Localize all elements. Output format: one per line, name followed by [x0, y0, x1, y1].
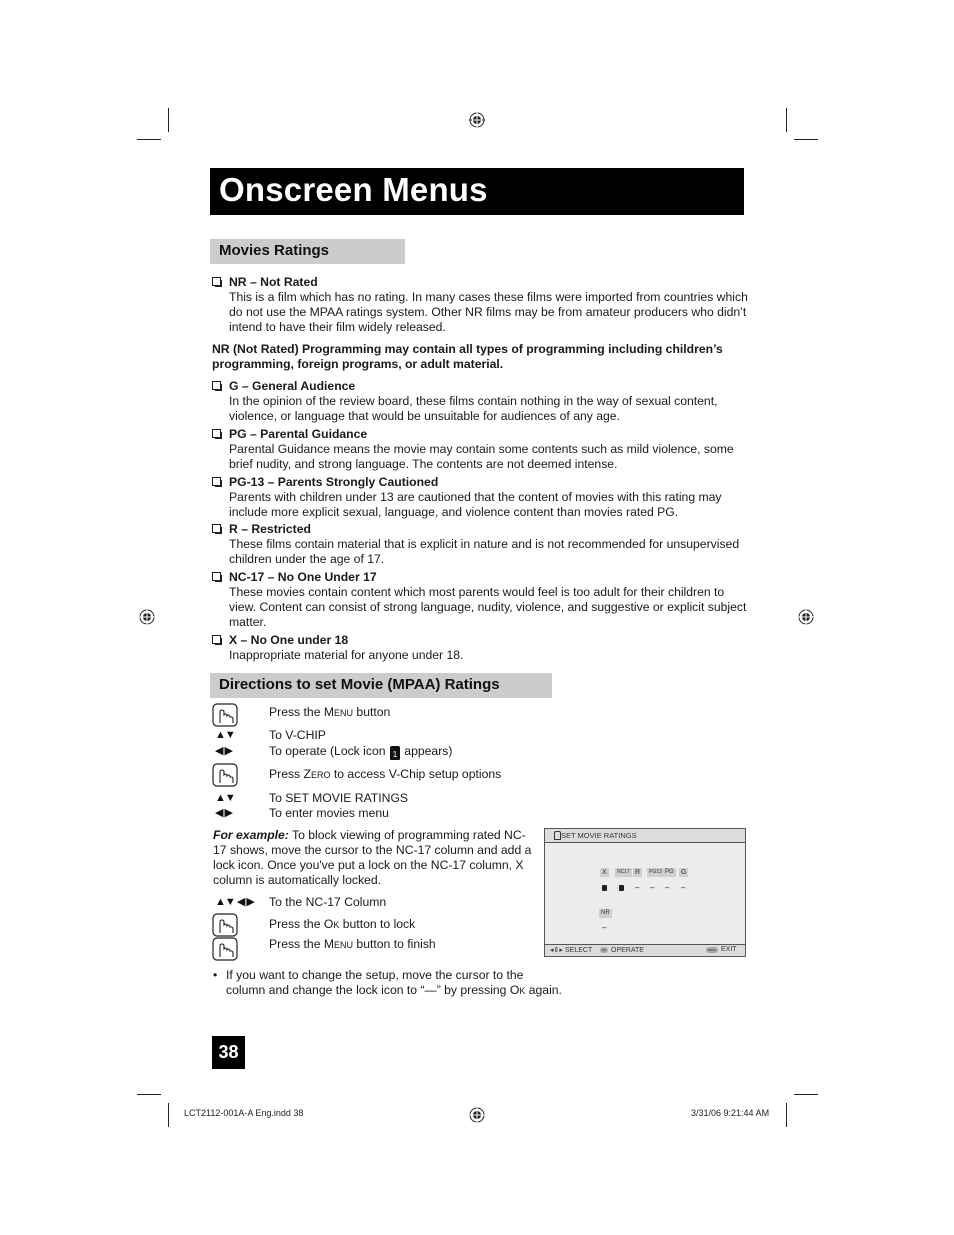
- checkbox-bullet-icon: [212, 524, 221, 533]
- crop-mark: [168, 1103, 169, 1127]
- registration-mark-icon: [469, 1107, 485, 1123]
- step-to-operate: To operate (Lock icon 1 appears): [269, 744, 453, 759]
- rating-cell-r: R: [635, 869, 641, 876]
- section-heading-directions: Directions to set Movie (MPAA) Ratings: [210, 673, 552, 698]
- left-right-arrow-icon: ◀ ▶: [215, 807, 232, 819]
- example-paragraph: For example: To block viewing of programming rated NC-17 shows, move the cursor to the NC-17 column and add a lock icon. Once you've put a lock on the NC-17 column, X column is automatically locked.: [213, 828, 532, 887]
- direction-arrows-icon: ◂⇕▸: [550, 947, 563, 954]
- left-right-arrow-icon: ◀ ▶: [215, 745, 232, 757]
- rating-item-r: R – Restricted These films contain material that is explicit in nature and is not recommended for unsupervised children under the age of 17.: [212, 522, 752, 567]
- rating-cell-pg: PG: [665, 869, 674, 875]
- checkbox-bullet-icon: [212, 477, 221, 486]
- step-press-menu-finish: Press the Menu button to finish: [269, 937, 436, 951]
- up-down-arrow-icon: ▲▼: [215, 792, 235, 804]
- checkbox-bullet-icon: [212, 572, 221, 581]
- rating-item-nc17: NC-17 – No One Under 17 These movies contain content which most parents would feel is too adult for their children to view. Content can consist of strong language, nudity, violence, and suggestive or explicit subject matter.: [212, 570, 752, 630]
- press-hand-icon: [212, 703, 238, 727]
- step-press-zero: Press Zero to access V-Chip setup options: [269, 767, 502, 781]
- step-to-vchip: To V-CHIP: [269, 728, 326, 742]
- registration-mark-icon: [798, 609, 814, 625]
- section-heading-movies-ratings: Movies Ratings: [210, 239, 405, 264]
- page-title-bar: [210, 168, 744, 215]
- press-hand-icon: [212, 763, 238, 787]
- rating-item-x: X – No One under 18 Inappropriate material for anyone under 18.: [212, 633, 752, 663]
- rating-cell-x: X: [602, 869, 607, 876]
- page-number: 38: [212, 1036, 245, 1069]
- rating-cell-nc17: NC17: [617, 869, 630, 875]
- step-press-ok: Press the Ok button to lock: [269, 917, 416, 931]
- rating-item-pg: PG – Parental Guidance Parental Guidance means the movie may contain some contents such as mild violence, some brief nudity, and strong language. The contents are not deemed intense.: [212, 427, 752, 472]
- rating-item-nr: NR – Not Rated This is a film which has no rating. In many cases these films were imported from countries which do not use the MPAA ratings system. Other NR films may be from amateur producers who didn’t intend to have their film widely released.: [212, 275, 752, 335]
- rating-cell-nr: NR: [601, 910, 610, 916]
- ok-key-icon: OK: [601, 948, 607, 952]
- crop-mark: [786, 108, 787, 132]
- step-press-menu: Press the Menu button: [269, 705, 391, 719]
- crop-mark: [137, 1094, 161, 1095]
- screen-help-bar: ◂⇕▸ SELECT OK OPERATE MENU EXIT: [545, 944, 745, 956]
- footer-file-name: LCT2112-001A-A Eng.indd 38: [184, 1108, 304, 1118]
- bullet-dot: •: [213, 968, 218, 982]
- checkbox-bullet-icon: [212, 429, 221, 438]
- screen-title-bar: SET MOVIE RATINGS: [545, 829, 745, 843]
- set-movie-ratings-screen: SET MOVIE RATINGS X NC17 R PG13 PG G – – – – NR – ◂⇕▸ SELECT OK OPERATE MENU EXIT: [544, 828, 746, 957]
- step-enter-movies-menu: To enter movies menu: [269, 806, 389, 820]
- registration-mark-icon: [139, 609, 155, 625]
- step-to-set-movie-ratings: To SET MOVIE RATINGS: [269, 791, 409, 805]
- lock-icon: [619, 885, 624, 891]
- up-down-arrow-icon: ▲▼: [215, 729, 235, 741]
- direction-arrows-icon: ▲▼ ◀ ▶: [215, 896, 254, 908]
- crop-mark: [168, 108, 169, 132]
- lock-icon: 1: [390, 746, 400, 760]
- registration-mark-icon: [469, 112, 485, 128]
- press-hand-icon: [212, 913, 238, 937]
- nr-note: NR (Not Rated) Programming may contain all types of programming including children’s programming, foreign programs, or adult material.: [212, 342, 723, 371]
- bullet-note: If you want to change the setup, move the cursor to the column and change the lock icon to “—” by pressing Ok again.: [226, 968, 562, 997]
- press-hand-icon: [212, 937, 238, 961]
- crop-mark: [137, 139, 161, 140]
- checkbox-bullet-icon: [212, 381, 221, 390]
- rating-cell-g: G: [681, 869, 687, 876]
- checkbox-bullet-icon: [212, 635, 221, 644]
- step-to-nc17-column: To the NC-17 Column: [269, 895, 387, 909]
- footer-timestamp: 3/31/06 9:21:44 AM: [691, 1108, 770, 1118]
- crop-mark: [794, 1094, 818, 1095]
- crop-mark: [794, 139, 818, 140]
- rating-item-pg13: PG-13 – Parents Strongly Cautioned Parents with children under 13 are cautioned that the content of movies with this rating may include more explicit sexual, language, and violence content than movies rated PG.: [212, 475, 752, 520]
- lock-icon: [554, 831, 561, 840]
- lock-icon: [602, 885, 607, 891]
- page-title: Onscreen Menus: [219, 171, 488, 208]
- menu-key-icon: MENU: [707, 948, 717, 952]
- rating-cell-pg13: PG13: [649, 869, 662, 875]
- crop-mark: [786, 1103, 787, 1127]
- checkbox-bullet-icon: [212, 277, 221, 286]
- rating-item-g: G – General Audience In the opinion of the review board, these films contain nothing in the way of sexual content, violence, or language that would be unsuitable for audiences of any age.: [212, 379, 752, 424]
